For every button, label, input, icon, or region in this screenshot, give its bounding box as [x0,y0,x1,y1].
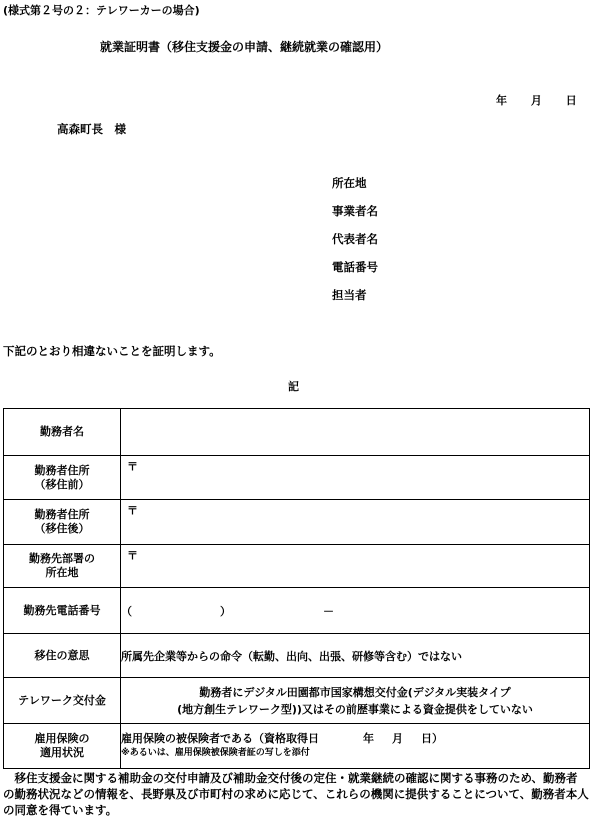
employer-address-label: 所在地 [332,176,367,190]
ki-heading: 記 [288,380,299,393]
office-location-label: 勤務先部署の 所在地 [4,545,121,588]
postal-mark: 〒 [127,460,138,473]
relocation-intent-label: 移住の意思 [4,634,121,678]
postal-mark: 〒 [127,504,138,517]
office-phone-field[interactable] [121,588,590,634]
phone-open-paren: （ [121,604,132,618]
employment-insurance-value[interactable]: 雇用保険の被保険者である（資格取得日 年 月 日） ※あるいは、雇用保険被保険者証の写しを添付 [121,724,590,769]
phone-close-paren: ） [220,604,231,618]
table-row [4,724,590,769]
relocation-intent-value: 所属先企業等からの命令（転勤、出向、出張、研修等含む）ではない [121,634,590,678]
table-row [4,409,590,456]
phone-number-label: 電話番号 [332,260,378,274]
date-year: 年 [496,94,507,107]
address-after-label: 勤務者住所 （移住後） [4,500,121,545]
office-phone-label: 勤務先電話番号 [4,588,121,634]
employer-name-label: 事業者名 [332,204,378,218]
table-row [4,500,590,545]
postal-mark: 〒 [127,549,138,562]
phone-dash: － [323,604,334,618]
contact-person-label: 担当者 [332,288,367,302]
address-before-label: 勤務者住所 （移住前） [4,456,121,500]
address-before-field[interactable] [121,456,590,500]
address-after-field[interactable] [121,500,590,545]
table-row [4,634,590,678]
employment-table [3,408,590,769]
worker-name-label: 勤務者名 [4,409,121,456]
telework-grant-value: 勤務者にデジタル田園都市国家構想交付金(デジタル実装タイプ (地方創生テレワーク型))又はその前歴事業による資金提供をしていない [121,678,590,724]
date-month: 月 [530,94,542,107]
representative-label: 代表者名 [332,232,378,246]
table-row [4,588,590,634]
insurance-year: 年 [363,732,374,745]
document-title: 就業証明書（移住支援金の申請、継続就業の確認用） [100,40,389,54]
date-day: 日 [565,94,577,107]
telework-grant-label: テレワーク交付金 [4,678,121,724]
employment-insurance-label: 雇用保険の 適用状況 [4,724,121,769]
worker-name-field[interactable] [121,409,590,456]
consent-statement: 移住支援金に関する補助金の交付申請及び補助金交付後の定住・就業継続の確認に関する事務のため、勤務者の勤務状況などの情報を、長野県及び市町村の求めに応じて、これらの機関に提供することについて、勤務者本人の同意を得ています。 [3,771,589,817]
addressee: 高森町長 様 [57,122,126,136]
table-row [4,678,590,724]
insurance-month: 月 [392,732,403,745]
insurance-note: ※あるいは、雇用保険被保険者証の写しを添付 [121,748,310,758]
table-row [4,545,590,588]
issue-date [496,92,577,108]
form-number: (様式第２号の２：テレワーカーの場合) [3,4,200,17]
insurance-day: 日） [421,732,443,745]
certification-statement: 下記のとおり相違ないことを証明します。 [3,344,221,358]
office-location-field[interactable] [121,545,590,588]
table-row [4,456,590,500]
